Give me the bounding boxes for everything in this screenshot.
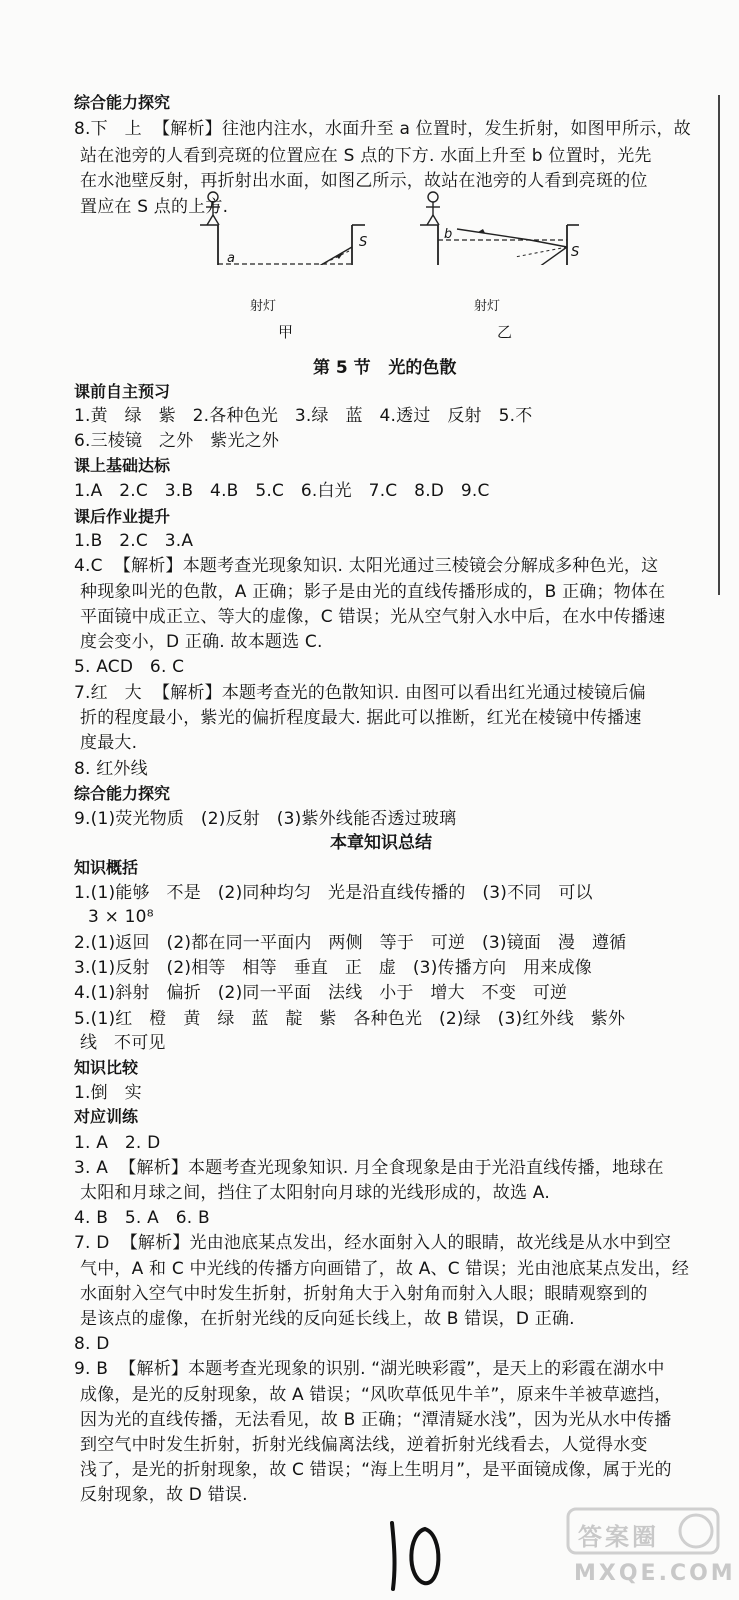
diagram-jia-point-label: S [359,235,368,250]
answer-line: 到空气中时发生折射，折射光线偏离法线，逆着折射光线看去，人觉得水变 [80,1435,648,1455]
answer-line: 折的程度最小，紫光的偏折程度最大. 据此可以推断，红光在棱镜中传播速 [80,708,642,728]
answer-line: 种现象叫光的色散，A 正确；影子是由光的直线传播形成的，B 正确；物体在 [80,582,666,602]
answer-line: 是该点的虚像，在折射光线的反向延长线上，故 B 错误，D 正确. [80,1309,575,1329]
answer-line: 3 × 10⁸ [88,907,154,927]
answer-line: 4. B 5. A 6. B [74,1208,210,1228]
answer-line: 线 不可见 [80,1033,166,1053]
subsection-heading: 课上基础达标 [74,456,171,475]
answer-line: 3.(1)反射 (2)相等 相等 垂直 正 虚 (3)传播方向 用来成像 [74,958,592,978]
answer-line: 1. A 2. D [74,1133,161,1153]
subsection-heading: 课后作业提升 [74,507,171,526]
answer-line: 1.A 2.C 3.B 4.B 5.C 6.白光 7.C 8.D 9.C [74,481,490,501]
answer-line: 因为光的直线传播，无法看见，故 B 正确；“潭清疑水浅”，因为光从水中传播 [80,1410,672,1430]
answer-line: 太阳和月球之间，挡住了太阳射向月球的光线形成的，故选 A. [80,1183,550,1203]
answer-line: 1.B 2.C 3.A [74,531,194,551]
answer-line: 在水池壁反射，再折射出水面，如图乙所示，故站在池旁的人看到亮斑的位 [80,171,648,191]
diagram-yi-lamp-label: 射灯 [474,299,501,314]
answer-line: 6.三棱镜 之外 紫光之外 [74,431,280,451]
answer-line: 4.(1)斜射 偏折 (2)同一平面 法线 小于 增大 不变 可逆 [74,983,568,1003]
answer-line: 反射现象，故 D 错误. [80,1485,248,1505]
diagram-jia-lamp-label: 射灯 [250,299,277,314]
answer-line: 5.(1)红 橙 黄 绿 蓝 靛 紫 各种色光 (2)绿 (3)红外线 紫外 [74,1009,626,1029]
answer-line: 站在池旁的人看到亮斑的位置应在 S 点的下方. 水面上升至 b 位置时，光先 [80,146,652,166]
subsection-heading: 综合能力探究 [74,784,171,803]
diagram-yi-point-label: S [571,245,580,260]
answer-line: 水面射入空气中时发生折射，折射角大于入射角而射入人眼；眼睛观察到的 [80,1284,648,1304]
answer-line: 4.C 【解析】本题考查光现象知识. 太阳光通过三棱镜会分解成多种色光，这 [74,556,659,576]
diagram-jia [200,192,368,265]
answer-line: 8. D [74,1334,110,1354]
handwritten-number-text: 10 [380,1515,382,1516]
diagram-jia-water-label: a [227,251,235,266]
answer-line: 成像，是光的反射现象，故 A 错误；“风吹草低见牛羊”，原来牛羊被草遮挡， [80,1385,672,1405]
diagram-yi-caption: 乙 [497,323,513,341]
answer-line: 度会变小，D 正确. 故本题选 C. [80,632,323,652]
answer-line: 5. ACD 6. C [74,657,185,677]
answer-line: 2.(1)返回 (2)都在同一平面内 两侧 等于 可逆 (3)镜面 漫 遵循 [74,933,627,953]
watermark-logo-text: 答案圈 [578,1523,659,1551]
section-title: 第 5 节 光的色散 [313,358,457,378]
answer-line: 8. 红外线 [74,759,148,779]
answer-line: 1.倒 实 [74,1083,142,1103]
answer-line: 8.下 上 【解析】往池内注水，水面升至 a 位置时，发生折射，如图甲所示，故 [74,119,691,139]
subsection-heading: 知识概括 [74,858,139,877]
subsection-heading: 综合能力探究 [74,93,171,112]
subsection-heading: 课前自主预习 [74,382,171,401]
answer-line: 置应在 S 点的上方. [80,197,229,217]
answer-line: 平面镜中成正立、等大的虚像，C 错误；光从空气射入水中后，在水中传播速 [80,607,666,627]
answer-line: 气中，A 和 C 中光线的传播方向画错了，故 A、C 错误；光由池底某点发出，经 [80,1259,690,1279]
answer-line: 度最大. [80,733,138,753]
subsection-heading: 知识比较 [74,1058,139,1077]
answer-line: 7.红 大 【解析】本题考查光的色散知识. 由图可以看出红光通过棱镜后偏 [74,683,646,703]
watermark [560,1505,736,1595]
answer-line: 1.黄 绿 紫 2.各种色光 3.绿 蓝 4.透过 反射 5.不 [74,406,533,426]
answer-line: 9. B 【解析】本题考查光现象的识别. “湖光映彩霞”，是天上的彩霞在湖水中 [74,1359,665,1379]
subsection-heading: 对应训练 [74,1107,139,1126]
watermark-site-text: MXQE.COM [574,1561,736,1586]
answer-line: 浅了，是光的折射现象，故 C 错误；“海上生明月”，是平面镜成像，属于光的 [80,1460,672,1480]
answer-line: 9.(1)荧光物质 (2)反射 (3)紫外线能否透过玻璃 [74,809,457,829]
answer-line: 3. A 【解析】本题考查光现象知识. 月全食现象是由于光沿直线传播，地球在 [74,1158,664,1178]
diagram-jia-caption: 甲 [278,323,294,341]
diagram-yi-water-label: b [444,227,453,242]
handwritten-page-number [380,1515,450,1595]
page-edge-rule [718,95,720,595]
answer-line: 7. D 【解析】光由池底某点发出，经水面射入人的眼睛，故光线是从水中到空 [74,1233,672,1253]
refraction-diagrams [195,185,595,265]
answer-line: 1.(1)能够 不是 (2)同种均匀 光是沿直线传播的 (3)不同 可以 [74,883,593,903]
section-title: 本章知识总结 [330,833,432,853]
